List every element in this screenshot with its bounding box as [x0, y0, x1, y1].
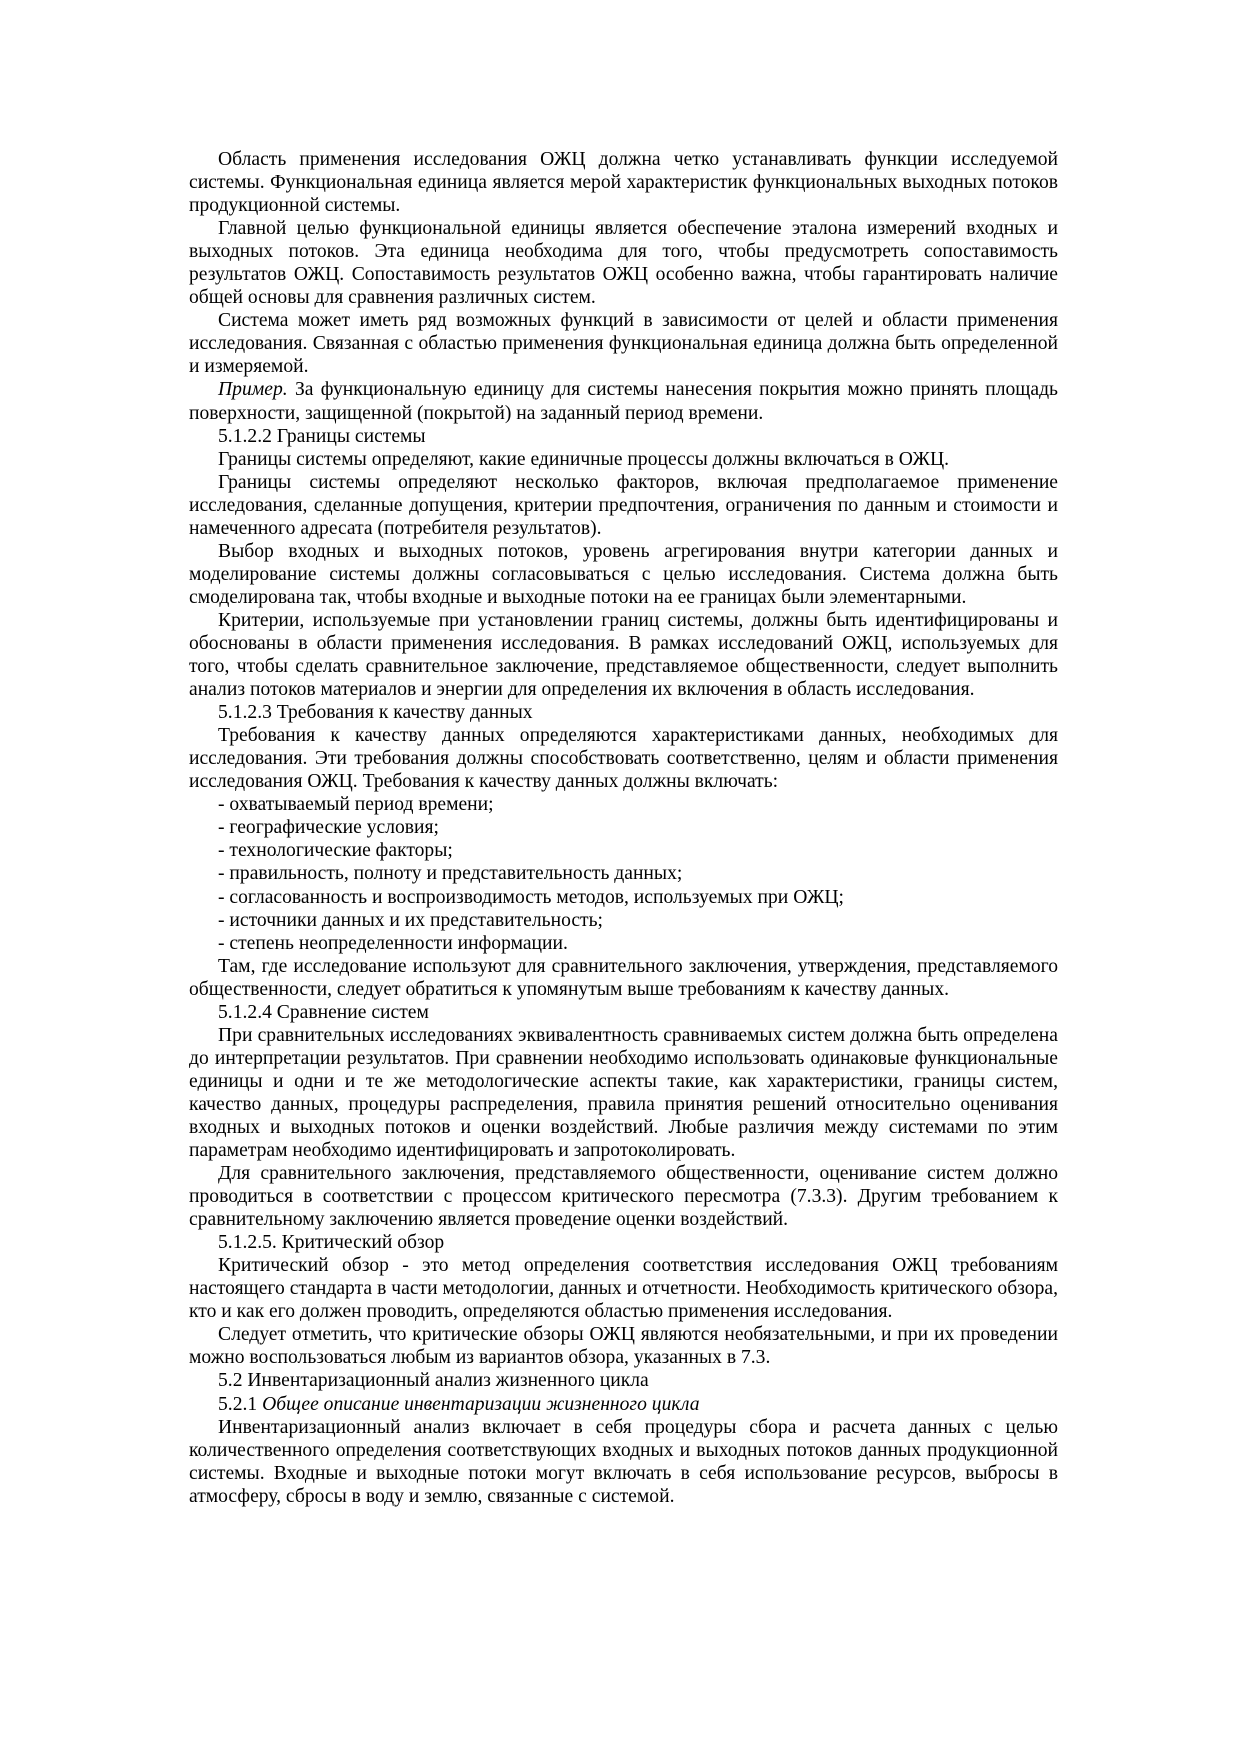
paragraph-functional-unit-goal: Главной целью функциональной единицы является обеспечение эталона измерений входных и выходных потоков. Эта единица необходима для того, чтобы предусмотреть сопоставимость результатов ОЖЦ. Сопоставимость результатов ОЖЦ особенно важна, чтобы гарантировать наличие общей основы для сравнения различных систем.: [189, 218, 1058, 309]
list-item: - согласованность и воспроизводимость методов, используемых при ОЖЦ;: [218, 886, 845, 908]
data-quality-list: [189, 793, 1058, 954]
list-item: - охватываемый период времени;: [218, 794, 494, 816]
list-item: - правильность, полноту и представительность данных;: [218, 863, 683, 885]
paragraph-flow-selection: Выбор входных и выходных потоков, уровень агрегирования внутри категории данных и моделирование системы должны согласовываться с целью исследования. Система должна быть смоделирована так, чтобы входные и выходные потоки на ее границах были элементарными.: [189, 540, 1058, 608]
paragraph-boundary-criteria: Критерии, используемые при установлении границ системы, должны быть идентифицированы и обоснованы в области применения исследования. В рамках исследований ОЖЦ, используемых для того, чтобы сделать сравнительное заключение, представляемое общественности, следует выполнить анализ потоков материалов и энергии для определения их включения в область исследования.: [189, 609, 1058, 701]
paragraph-inventory-analysis: Инвентаризационный анализ включает в себя процедуры сбора и расчета данных с целью количественного определения соответствующих входных и выходных потоков данных продукционной системы. Входные и выходные потоки могут включать в себя использование ресурсов, выбросы в атмосферу, сбросы в воду и землю, связанные с системой.: [189, 1416, 1058, 1507]
heading-5-2-1-number: 5.2.1: [218, 1393, 263, 1415]
heading-5-1-2-3: 5.1.2.3 Требования к качеству данных: [218, 702, 533, 724]
list-item: - технологические факторы;: [218, 840, 453, 862]
paragraph-comparative-claims: Там, где исследование используют для сравнительного заключения, утверждения, представляемого общественности, следует обратиться к упомянутым выше требованиям к качеству данных.: [189, 955, 1058, 1000]
heading-5-2: 5.2 Инвентаризационный анализ жизненного цикла: [218, 1370, 649, 1392]
paragraph-system-functions: Система может иметь ряд возможных функций в зависимости от целей и области применения исследования. Связанная с областью применения функциональная единица должна быть определенной и измеряемой.: [189, 310, 1058, 378]
paragraph-boundary-factors: Границы системы определяют несколько факторов, включая предполагаемое применение исследования, сделанные допущения, критерии предпочтения, ограничения по данным и стоимости и намеченного адресата (потребителя результатов).: [189, 471, 1058, 539]
example-label: Пример.: [218, 379, 288, 401]
heading-5-2-1: [189, 1393, 1058, 1416]
paragraph-system-boundaries-def: Границы системы определяют, какие единичные процессы должны включаться в ОЖЦ.: [218, 448, 950, 470]
list-item: - источники данных и их представительность;: [218, 909, 603, 931]
paragraph-critical-review: Критический обзор - это метод определения соответствия исследования ОЖЦ требованиям настоящего стандарта в части методологии, данных и отчетности. Необходимость критического обзора, кто и как его должен проводить, определяются областью применения исследования.: [189, 1255, 1058, 1323]
paragraph-functional-scope: Область применения исследования ОЖЦ должна четко устанавливать функции исследуемой системы. Функциональная единица является мерой характеристик функциональных выходных потоков продукционной системы.: [189, 149, 1058, 217]
heading-5-1-2-5: 5.1.2.5. Критический обзор: [218, 1232, 445, 1254]
list-item: - степень неопределенности информации.: [218, 932, 568, 954]
paragraph-review-optional: Следует отметить, что критические обзоры ОЖЦ являются необязательными, и при их проведении можно воспользоваться любым из вариантов обзора, указанных в 7.3.: [189, 1324, 1058, 1369]
paragraph-example: [189, 378, 1058, 424]
example-text: За функциональную единицу для системы нанесения покрытия можно принять площадь поверхности, защищенной (покрытой) на заданный период времени.: [189, 379, 1058, 424]
list-item: - географические условия;: [218, 817, 440, 839]
paragraph-system-equivalence: При сравнительных исследованиях эквивалентность сравниваемых систем должна быть определена до интерпретации результатов. При сравнении необходимо использовать одинаковые функциональные единицы и одни и те же методологические аспекты такие, как характеристики, границы систем, качество данных, процедуры распределения, правила принятия решений относительно оценивания входных и выходных потоков и оценки воздействий. Любые различия между системами по этим параметрам необходимо идентифицировать и запротоколировать.: [189, 1024, 1058, 1162]
heading-5-1-2-2: 5.1.2.2 Границы системы: [218, 425, 426, 447]
heading-5-2-1-title: Общее описание инвентаризации жизненного цикла: [262, 1393, 700, 1415]
heading-5-1-2-4: 5.1.2.4 Сравнение систем: [218, 1001, 429, 1023]
paragraph-comparative-assessment: Для сравнительного заключения, представляемого общественности, оценивание систем должно проводиться в соответствии с процессом критического пересмотра (7.3.3). Другим требованием к сравнительному заключению является проведение оценки воздействий.: [189, 1163, 1058, 1231]
paragraph-data-quality: Требования к качеству данных определяются характеристиками данных, необходимых для исследования. Эти требования должны способствовать соответственно, целям и области применения исследования ОЖЦ. Требования к качеству данных должны включать:: [189, 725, 1058, 793]
